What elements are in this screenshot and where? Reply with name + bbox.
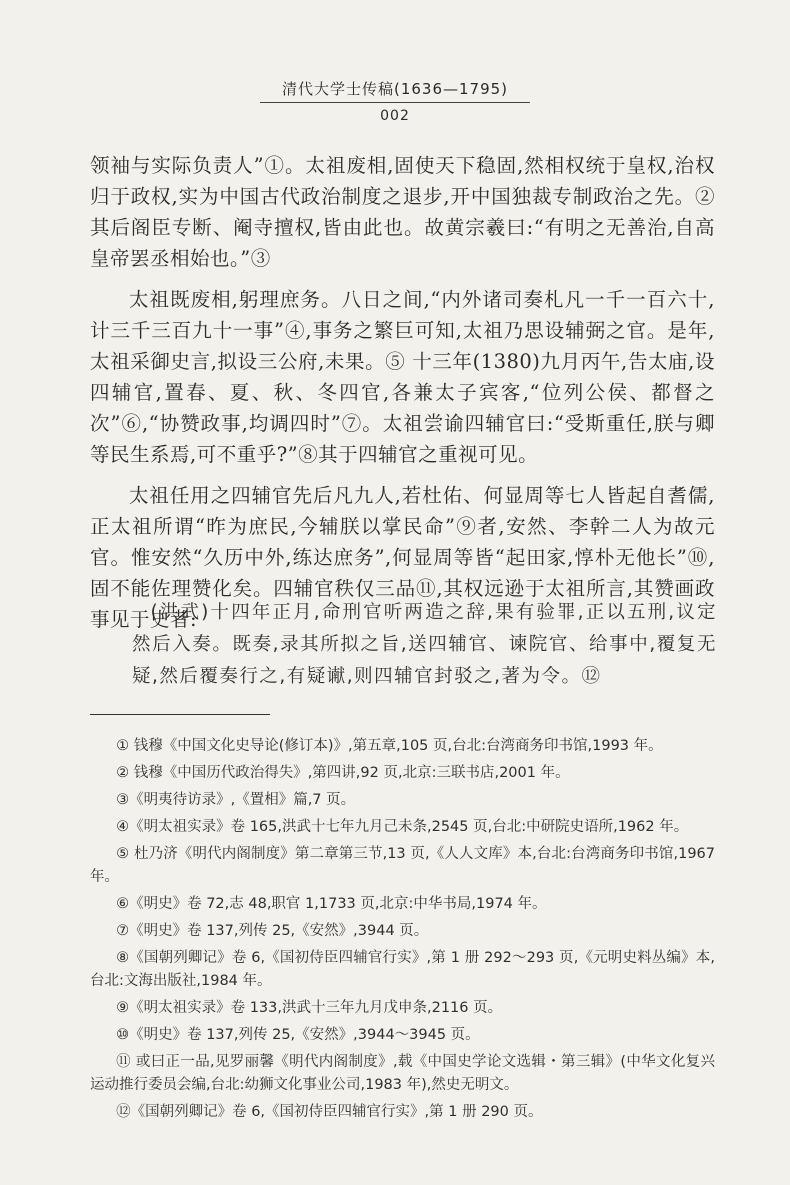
page-number: 002 bbox=[380, 108, 410, 124]
paragraph: 太祖任用之四辅官先后凡九人,若杜佑、何显周等七人皆起自耆儒,正太祖所谓“昨为庶民,今辅朕以掌民命”⑨者,安然、李幹二人为故元官。惟安然“久历中外,练达庶务”,何显周等皆“起田家,惇朴无他长”⑩,固不能佐理赞化矣。四辅官秩仅三品⑪,其权远逊于太祖所言,其赞画政事见于史者: bbox=[90, 484, 715, 631]
footnote: ② 钱穆《中国历代政治得失》,第四讲,92 页,北京:三联书店,2001 年。 bbox=[116, 765, 570, 781]
paragraph: 太祖既废相,躬理庶务。八日之间,“内外诸司奏札凡一千一百六十,计三千三百九十一事”④,事务之繁巨可知,太祖乃思设辅弼之官。是年,太祖采御史言,拟设三公府,未果。⑤ 十三年(1380)九月丙午,告太庙,设四辅官,置春、夏、秋、冬四官,各兼太子宾客,“位列公侯、都督之次”⑥,“协赞政事,均调四时”⑦。太祖尝谕四辅官曰:“受斯重任,朕与卿等民生系焉,可不重乎?”⑧其于四辅官之重视可见。 bbox=[90, 288, 715, 466]
footnote: ③《明夷待访录》,《置相》篇,7 页。 bbox=[116, 792, 356, 808]
running-header bbox=[0, 78, 790, 124]
footnote: ⑧《国朝列卿记》卷 6,《国初侍臣四辅官行实》,第 1 册 292～293 页,《元明史料丛编》本,台北:文海出版社,1984 年。 bbox=[90, 950, 715, 989]
footnote: ① 钱穆《中国文化史导论(修订本)》,第五章,105 页,台北:台湾商务印书馆,1993 年。 bbox=[116, 738, 663, 754]
footnote: ⑦《明史》卷 137,列传 25,《安然》,3944 页。 bbox=[116, 923, 429, 939]
footnote: ⑫《国朝列卿记》卷 6,《国初侍臣四辅官行实》,第 1 册 290 页。 bbox=[116, 1104, 543, 1120]
quote-text: (洪武)十四年正月,命刑官听两造之辞,果有验罪,正以五刑,议定然后入奏。既奏,录其所拟之旨,送四辅官、谏院官、给事中,覆复无疑,然后覆奏行之,有疑谳,则四辅官封驳之,著为令。⑫ bbox=[132, 602, 717, 687]
footnote: ⑪ 或曰正一品,见罗丽馨《明代内阁制度》,载《中国史学论文选辑・第三辑》(中华文化复兴运动推行委员会编,台北:幼狮文化事业公司,1983 年),然史无明文。 bbox=[90, 1054, 715, 1093]
footnote: ⑨《明太祖实录》卷 133,洪武十三年九月戊申条,2116 页。 bbox=[116, 1000, 503, 1016]
footnote: ⑤ 杜乃济《明代内阁制度》第二章第三节,13 页,《人人文库》本,台北:台湾商务印书馆,1967 年。 bbox=[90, 846, 715, 885]
footnote: ⑩《明史》卷 137,列传 25,《安然》,3944～3945 页。 bbox=[116, 1027, 480, 1043]
footnote: ⑥《明史》卷 72,志 48,职官 1,1733 页,北京:中华书局,1974 年。 bbox=[116, 896, 547, 912]
paragraph-continued: 领袖与实际负责人”①。太祖废相,固使天下稳固,然相权统于皇权,治权归于政权,实为中国古代政治制度之退步,开中国独裁专制政治之先。② 其后阁臣专断、阉寺擅权,皆由此也。故黄宗羲曰:“有明之无善治,自高皇帝罢丞相始也。”③ bbox=[90, 154, 715, 270]
footnote-divider bbox=[90, 714, 270, 715]
footnotes bbox=[90, 735, 715, 1128]
running-title: 清代大学士传稿(1636—1795) bbox=[260, 78, 530, 103]
main-text bbox=[90, 150, 715, 645]
block-quote bbox=[132, 597, 717, 693]
footnote: ④《明太祖实录》卷 165,洪武十七年九月己未条,2545 页,台北:中研院史语所,1962 年。 bbox=[116, 819, 689, 835]
